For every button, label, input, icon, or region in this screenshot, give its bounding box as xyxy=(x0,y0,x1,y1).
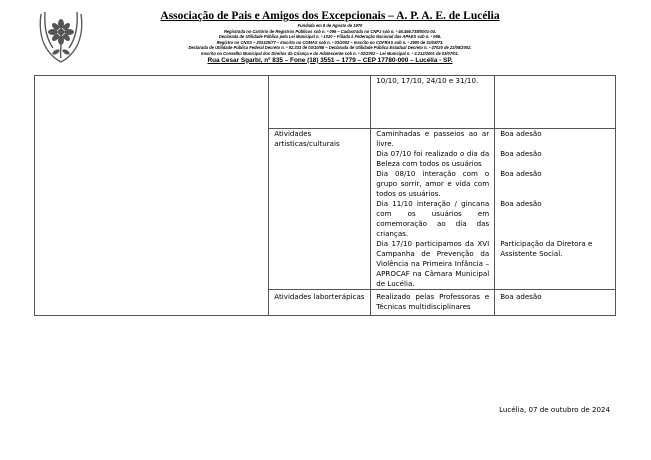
activity-description: Dia 17/10 participamos da XVI Campanha de Prevenção da Violência na Primeira Infância – APROCAF na Câmara Municipal de Lucélia. xyxy=(376,239,490,288)
place-and-date: Lucélia, 07 de outubro de 2024 xyxy=(499,405,610,414)
activity-description: Dia 07/10 foi realizado o dia da Beleza com todos os usuários xyxy=(376,149,490,168)
result-cell xyxy=(495,76,616,129)
description-cell xyxy=(371,290,495,316)
continuation-text: 10/10, 17/10, 24/10 e 31/10. xyxy=(376,76,479,85)
result-cell xyxy=(495,199,616,239)
description-cell xyxy=(371,129,495,150)
letterhead-line: Declarada de Utilidade Pública Federal Decreto n. º 92.333 de 03/10/86 – Declarada de Utilidade Pública Estadual Decreto n. º 47020 de 22/08/2002. xyxy=(188,45,472,51)
activity-result: Boa adesão xyxy=(500,129,542,138)
letterhead-line: Fundada em 8 de Agosto de 1970 xyxy=(297,23,363,28)
description-cell xyxy=(371,239,495,290)
activity-result: Boa adesão xyxy=(500,292,542,301)
result-cell xyxy=(495,169,616,199)
organization-name: Associação de Pais e Amigos dos Excepcionais – A. P. A. E. de Lucélia xyxy=(160,10,500,22)
table-row xyxy=(35,76,616,129)
description-cell xyxy=(371,169,495,199)
activity-cell xyxy=(269,290,371,316)
description-cell xyxy=(371,76,495,129)
description-cell xyxy=(371,199,495,239)
activity-result: Boa adesão xyxy=(500,199,542,208)
activity-result: Boa adesão xyxy=(500,169,542,178)
activity-cell xyxy=(269,129,371,290)
letterhead xyxy=(100,10,560,65)
activity-result: Boa adesão xyxy=(500,149,542,158)
letterhead-line: Registrada no Cartório de Registros Públicos sob n. º 096 – Cadastrada no CNPJ sob n. º 46.466.738/0001-04. xyxy=(223,28,437,34)
activity-description: Dia 08/10 interação com o grupo sorrir, amor e vida com todos os usuários. xyxy=(376,169,490,198)
apae-logo xyxy=(35,8,87,66)
result-cell xyxy=(495,149,616,169)
letterhead-line: Registro no CNSS – 203325/77 – Inscrito no COMAS sob n. º 03/2002 – Inscrito no COFRAS sob n. º 2900 de 31/08/73. xyxy=(216,39,444,45)
description-cell xyxy=(371,149,495,169)
activity-result: Participação da Diretora e Assistente Social. xyxy=(500,239,593,258)
activity-description: Caminhadas e passeios ao ar livre. xyxy=(376,129,490,148)
activity-label: Atividades artísticas/culturais xyxy=(274,129,340,148)
apae-flower-hands-icon xyxy=(35,8,87,66)
result-cell xyxy=(495,290,616,316)
letterhead-line: Declarada de Utilidade Pública pela Lei Municipal n. º 1020 – Filiada à Federação Nacional das APAES sob n. º 086. xyxy=(218,34,442,40)
result-cell xyxy=(495,239,616,290)
activity-description: Realizado pelas Professoras e Técnicas multidisciplinares xyxy=(376,292,490,311)
letterhead-line: Inscrito no Conselho Municipal dos Direitos da Criança e do Adolescente sob n. º 02/2002 – Lei Municipal n. º 2.212/2001 de 03/07/01. xyxy=(201,50,459,56)
result-cell xyxy=(495,129,616,150)
activity-label: Atividades laborterápicas xyxy=(274,292,365,301)
activities-table xyxy=(34,75,616,316)
activity-cell xyxy=(269,76,371,129)
activity-description: Dia 11/10 interação / gincana com os usuários em comemoração ao dia das crianças. xyxy=(376,199,490,238)
organization-address: Rua Cesar Sgarbi, nº 835 – Fone (18) 3551 – 1779 – CEP 17780-000 – Lucélia - SP. xyxy=(207,56,453,64)
blank-first-column xyxy=(35,76,269,316)
